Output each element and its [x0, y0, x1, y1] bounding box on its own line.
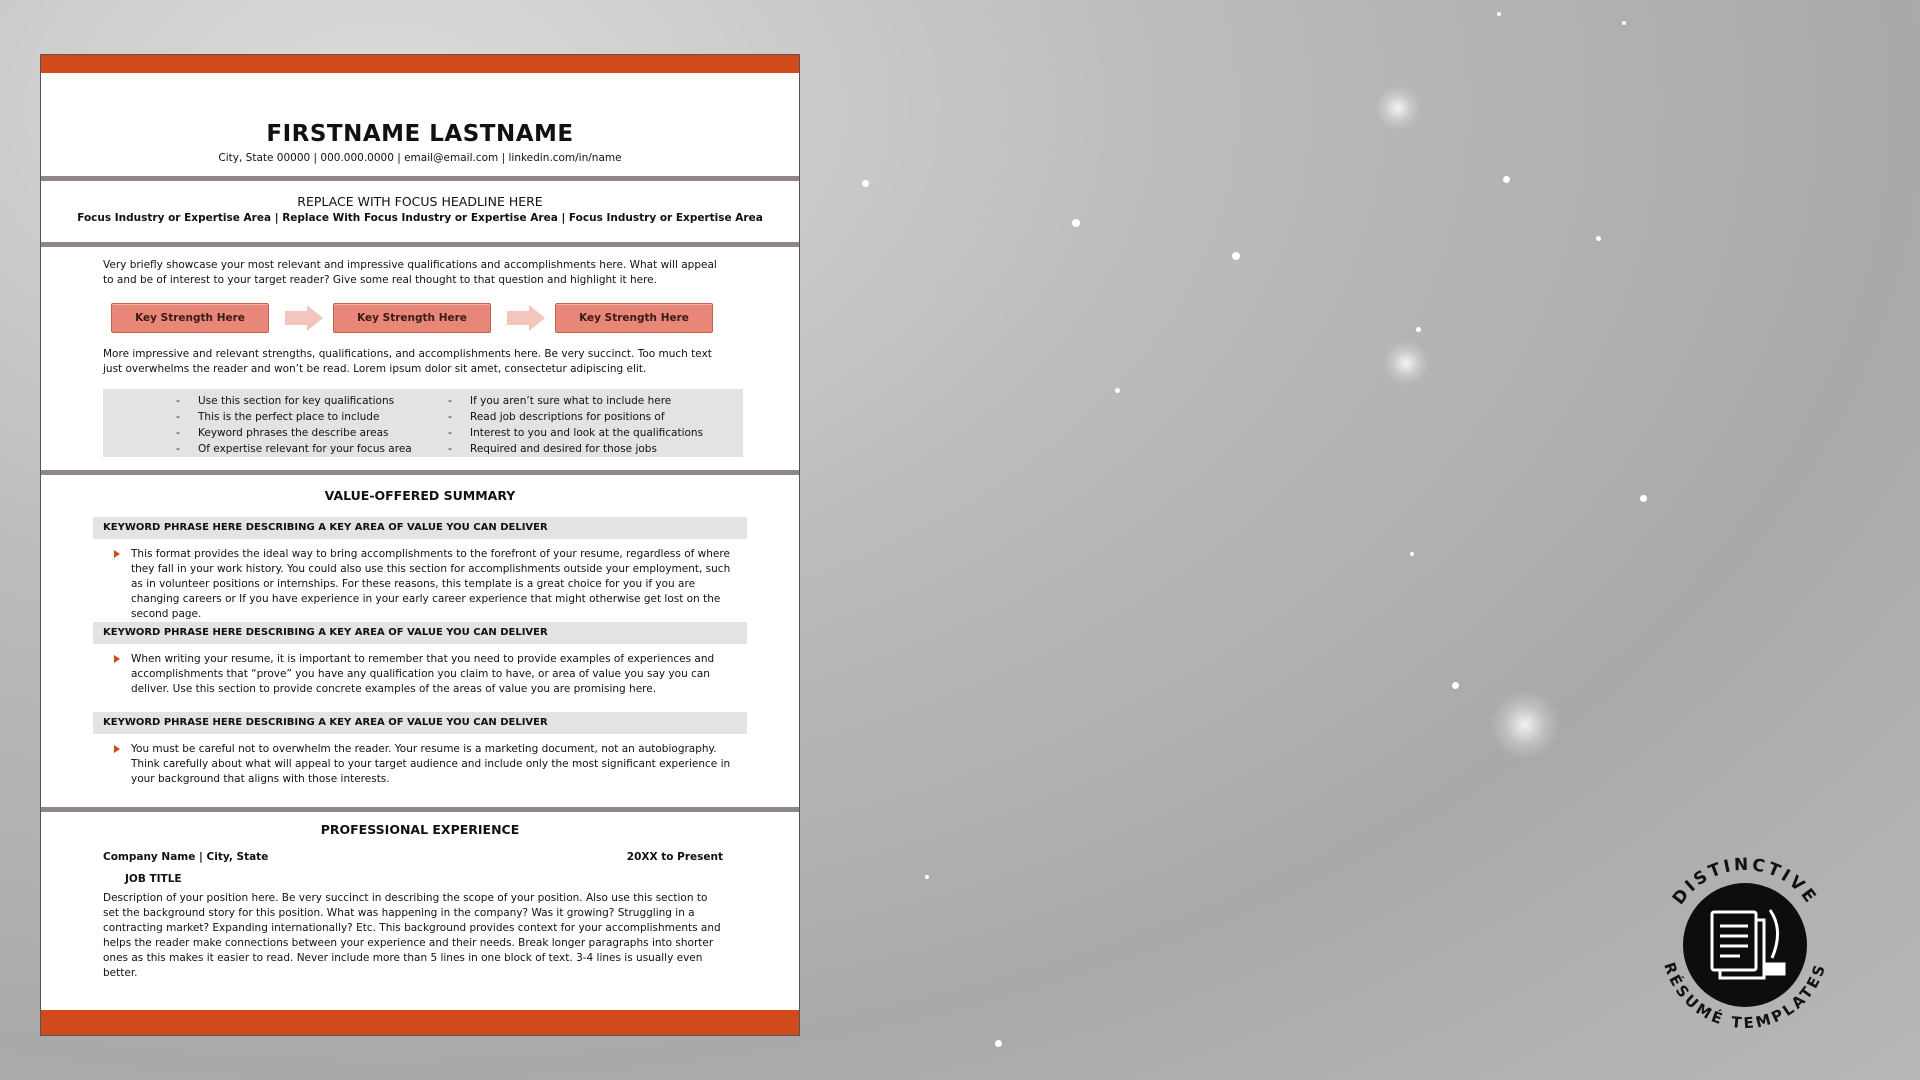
sparkle: [1640, 495, 1647, 502]
list-item: - Read job descriptions for positions of: [448, 411, 665, 423]
job-title: JOB TITLE: [125, 873, 182, 885]
section-title: PROFESSIONAL EXPERIENCE: [320, 822, 520, 837]
company-line: Company Name | City, State: [103, 851, 269, 863]
sparkle: [1383, 340, 1429, 386]
bottom-accent-bar: [41, 1010, 799, 1035]
list-item: - Use this section for key qualifications: [176, 395, 395, 407]
resume-page: [40, 54, 800, 1036]
sparkle: [1452, 682, 1459, 689]
key-strength-box: Key Strength Here: [333, 303, 491, 333]
list-item: - If you aren’t sure what to include here: [448, 395, 672, 407]
list-item: - Of expertise relevant for your focus area: [176, 443, 412, 455]
arrow-right-icon: [285, 305, 323, 331]
strengths-paragraph: More impressive and relevant strengths, qualifications, and accomplishments here. Be very succinct. Too much text just overwhelms the reader and won’t be read. Lorem ipsum dolor sit amet, consectetur adipiscing elit.: [103, 348, 712, 375]
date-range: 20XX to Present: [626, 851, 723, 863]
bullet-triangle-icon: [114, 745, 120, 753]
summary-bullet: When writing your resume, it is important to remember that you need to provide examples of experiences and accomplishments that “prove” you have any qualification you claim to have, or area of value you say you can deliver. Use this section to provide concrete examples of the areas of value you are promising here.: [131, 652, 731, 697]
sparkle: [1072, 219, 1080, 227]
key-strength-box: Key Strength Here: [555, 303, 713, 333]
intro-paragraph: Very briefly showcase your most relevant and impressive qualifications and accomplishments here. What will appeal to and be of interest to your target reader? Give some real thought to that question and highlight it here.: [103, 259, 717, 286]
sparkle: [1375, 85, 1421, 131]
sparkle: [1503, 176, 1510, 183]
focus-headline: REPLACE WITH FOCUS HEADLINE HERE: [297, 194, 543, 209]
arrow-right-icon: [507, 305, 545, 331]
section-title: VALUE-OFFERED SUMMARY: [324, 488, 516, 503]
list-item: - Interest to you and look at the qualifications: [448, 427, 704, 439]
sparkle: [1596, 236, 1601, 241]
summary-bullet: This format provides the ideal way to bring accomplishments to the forefront of your resume, regardless of where they fall in your work history. You could also use this section for accomplishments outside your employment, such as in volunteer positions or internships. For these reasons, this template is a great choice for you if you are changing careers or If you have experience in your early career experience that might otherwise get lost on the second page.: [131, 547, 731, 622]
divider: [41, 242, 799, 247]
keyword-bar: KEYWORD PHRASE HERE DESCRIBING A KEY AREA OF VALUE YOU CAN DELIVER: [93, 712, 747, 734]
bullet-triangle-icon: [114, 655, 120, 663]
contact-line: City, State 00000 | 000.000.0000 | email@email.com | linkedin.com/in/name: [218, 152, 622, 164]
logo-bottom-text: RÉSUMÉ TEMPLATES: [1660, 960, 1830, 1033]
focus-areas: Focus Industry or Expertise Area | Replace With Focus Industry or Expertise Area | Focus Industry or Expertise Area: [77, 212, 763, 224]
sparkle: [1115, 388, 1120, 393]
sparkle: [1622, 21, 1626, 25]
resume-name: FIRSTNAME LASTNAME: [266, 121, 574, 147]
experience-header: [103, 851, 723, 863]
divider: [41, 176, 799, 181]
keyword-bar: KEYWORD PHRASE HERE DESCRIBING A KEY AREA OF VALUE YOU CAN DELIVER: [93, 517, 747, 539]
qualifications-right: [448, 393, 703, 457]
sparkle: [995, 1040, 1002, 1047]
qualifications-left: [176, 393, 412, 457]
key-strength-box: Key Strength Here: [111, 303, 269, 333]
distinctive-resume-templates-logo: [1640, 840, 1850, 1050]
keyword-bar: KEYWORD PHRASE HERE DESCRIBING A KEY AREA OF VALUE YOU CAN DELIVER: [93, 622, 747, 644]
job-description: Description of your position here. Be very succinct in describing the scope of your position. Also use this section to set the background story for this position. What was happening in the company? Was it growing? Struggling in a contracting market? Expanding internationally? Etc. This background provides context for your accomplishments and helps the reader make connections between your experience and their needs. Break longer paragraphs into shorter ones as this makes it easier to read. Never include more than 5 lines in one block of text. 3-4 lines is usually even better.: [103, 892, 721, 979]
sparkle: [1497, 12, 1501, 16]
bullet-triangle-icon: [114, 550, 120, 558]
summary-bullet: You must be careful not to overwhelm the reader. Your resume is a marketing document, not an autobiography. Think carefully about what will appeal to your target audience and include only the most significant experience in your background that aligns with those interests.: [131, 742, 731, 787]
sparkle: [1416, 327, 1421, 332]
list-item: - This is the perfect place to include: [176, 411, 380, 423]
divider: [41, 470, 799, 475]
sparkle: [1490, 690, 1560, 760]
logo-top-text: DISTINCTIVE: [1668, 854, 1822, 909]
list-item: - Keyword phrases the describe areas: [176, 427, 389, 439]
sparkle: [862, 180, 869, 187]
sparkle: [1232, 252, 1240, 260]
sparkle: [925, 875, 929, 879]
list-item: - Required and desired for those jobs: [448, 443, 657, 455]
divider: [41, 807, 799, 812]
top-accent-bar: [41, 55, 799, 73]
sparkle: [1410, 552, 1414, 556]
